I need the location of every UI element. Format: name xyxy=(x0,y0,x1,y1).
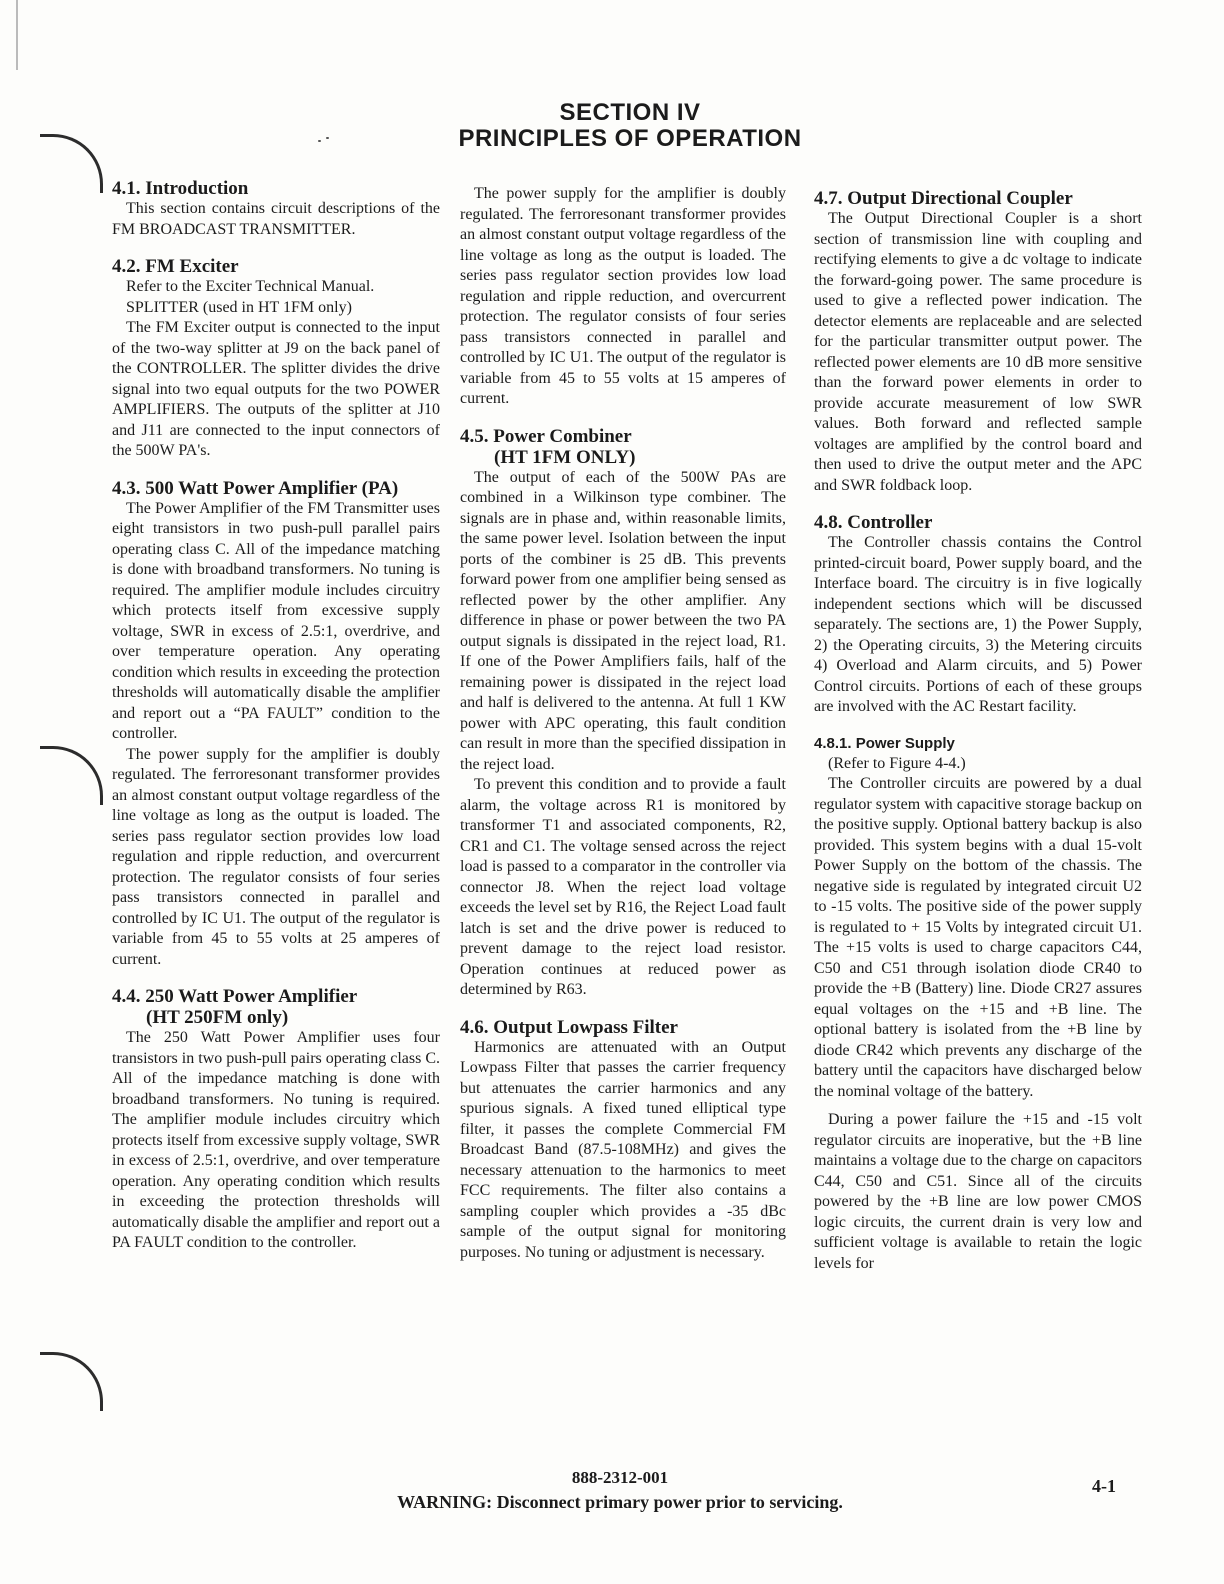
heading-4-5-line2: (HT 1FM ONLY) xyxy=(494,446,636,468)
para-introduction: This section contains circuit descriptions of the FM BROADCAST TRANSMITTER. xyxy=(112,200,440,238)
para-splitter-title: SPLITTER (used in HT 1FM only) xyxy=(126,298,352,316)
para-lowpass-filter: Harmonics are attenuated with an Output Lowpass Filter that passes the carrier frequency but attenuates the carrier harmonics and any spurious signals. A fixed tuned elliptical type filter, it passes the complete Commercial FM Broadcast Band (87.5-108MHz) and gives the necessary attenuation to the harmonics to meet FCC requirements. The filter also contains a sampling coupler which provides a -35 dBc sample of the output signal for monitoring purposes. No tuning or adjustment is necessary. xyxy=(460,1038,786,1261)
heading-4-4-line2: (HT 250FM only) xyxy=(146,1007,289,1028)
para-exciter-ref: Refer to the Exciter Technical Manual. xyxy=(126,278,375,295)
para-controller: The Controller chassis contains the Control printed-circuit board, Power supply board, and the Interface board. The circuitry is in five logically independent sections which will be discussed separately. The sections are, 1) the Power Supply, 2) the Operating circuits, 3) the Metering circuits 4) Overload and Alarm circuits, and 5) Power Control circuits. Portions of each of these groups are involved with the AC Restart facility. xyxy=(814,534,1142,715)
para-power-supply-controller: The Controller circuits are powered by a dual regulator system with capacitive storage backup on the positive supply. Optional battery backup is also provided. This system begins with a dual 15-volt Power Supply on the bottom of the chassis. The negative side is regulated by integrated circuit U2 to -15 volts. The positive side of the power supply is regulated to + 15 Volts by integrated circuit U1. The +15 volts is used to charge capacitors C44, C50 and C51 through isolation diode CR40 to provide the +B (Battery) line. Diode CR27 assures equal voltages on the +15 and +B line. The optional battery is isolated from the +B line by diode CR42 which prevents any discharge of the battery until the capacitors have discharged below the nominal voltage of the battery. xyxy=(814,775,1142,1100)
heading-4-8-1: 4.8.1. Power Supply xyxy=(814,734,955,752)
heading-4-2: 4.2. FM Exciter xyxy=(112,256,239,277)
para-fault-alarm: To prevent this condition and to provide a fault alarm, the voltage across R1 is monitored by transformer T1 and associated components, R2, CR1 and C1. The voltage sensed across the reject load is passed to a comparator in the controller via connector J8. When the reject load voltage exceeds the level set by R16, the Reject Load fault latch is set and the drive power is reduced to prevent damage to the reject load resistor. Operation continues at reduced power as determined by R63. xyxy=(460,776,786,998)
heading-4-4 xyxy=(112,986,440,1028)
para-combiner: The output of each of the 500W PAs are combined in a Wilkinson type combiner. The signals are in phase and, within reasonable limits, the same power level. Isolation between the input ports of the combiner is 25 dB. This prevents forward power from one amplifier being sensed as reflected power by the other amplifier. Any difference in phase or power between the two PA output signals is dissipated in the reject load, R1. If one of the Power Amplifiers fails, half of the remaining power is dissipated in the reject load and half is delivered to the antenna. At full 1 KW power with APC operating, this fault condition can result in more than the specified dissipation in the reject load. xyxy=(460,468,786,773)
scan-speck xyxy=(318,140,321,142)
para-power-failure: During a power failure the +15 and -15 volt regulator circuits are inoperative, but the +B line maintains a voltage due to the charge on capacitors C44, C50 and C51. Since all of the circuits powered by the +B line are low power CMOS logic circuits, the current drain is very low and sufficient voltage is available to retain the logic levels for xyxy=(814,1111,1142,1272)
column-left xyxy=(112,178,440,1254)
document-number: 888-2312-001 xyxy=(571,1468,669,1487)
section-heading xyxy=(440,100,820,152)
column-middle xyxy=(460,184,786,1263)
heading-4-3: 4.3. 500 Watt Power Amplifier (PA) xyxy=(112,477,399,499)
punch-hole-top xyxy=(40,134,103,193)
safety-warning: WARNING: Disconnect primary power prior to servicing. xyxy=(397,1492,843,1512)
para-500w-power-supply: The power supply for the amplifier is doubly regulated. The ferroresonant transformer provides an almost constant output voltage regardless of the line voltage as long as the output is loaded. The series pass regulator section provides low load regulation and ripple reduction, and overcurrent protection. The regulator consists of four series pass transistors connected in parallel and controlled by IC U1. The output of the regulator is variable from 45 to 55 volts at 25 amperes of current. xyxy=(112,745,440,968)
para-figure-ref: (Refer to Figure 4-4.) xyxy=(828,754,966,772)
scan-edge xyxy=(16,0,18,70)
section-title: PRINCIPLES OF OPERATION xyxy=(458,125,802,152)
punch-hole-bottom xyxy=(40,1352,103,1411)
para-exciter: The FM Exciter output is connected to the input of the two-way splitter at J9 on the back panel of the CONTROLLER. The splitter divides the drive signal into two equal outputs for the two POWER AMPLIFIERS. The outputs of the splitter at J10 and J11 are connected to the input connectors of the 500W PA's. xyxy=(112,319,440,459)
para-250w-pa: The 250 Watt Power Amplifier uses four transistors in two push-pull pairs operating class C. All of the impedance matching is done with broadband transformers. No tuning is required. The amplifier module includes circuitry which protects itself from excessive supply voltage, SWR in excess of 2.5:1, overdrive, and over temperature operation. Any operating condition which results in exceeding the protection thresholds will automatically disable the amplifier and report out a PA FAULT condition to the controller. xyxy=(112,1029,440,1251)
heading-4-8: 4.8. Controller xyxy=(814,512,933,533)
section-number: SECTION IV xyxy=(559,99,701,126)
page-number: 4-1 xyxy=(1092,1476,1116,1496)
heading-4-7: 4.7. Output Directional Coupler xyxy=(814,188,1073,209)
heading-4-5 xyxy=(460,426,786,468)
heading-4-5-line1: 4.5. Power Combiner xyxy=(460,425,632,447)
scan-speck xyxy=(326,137,329,139)
punch-hole-middle xyxy=(40,746,103,805)
column-right xyxy=(814,188,1142,1274)
para-500w-pa: The Power Amplifier of the FM Transmitter uses eight transistors in two push-pull parallel pairs operating class C. All of the impedance matching is done with broadband transformers. No tuning is required. The amplifier module includes circuitry which protects itself from excessive supply voltage, SWR in excess of 2.5:1, overdrive, and over temperature operation. Any operating condition which results in exceeding the protection thresholds will automatically disable the amplifier and report out a “PA FAULT” condition to the controller. xyxy=(112,499,440,742)
para-directional-coupler: The Output Directional Coupler is a short section of transmission line with coupling and rectifying elements to give a dc voltage to indicate the forward-going power. The same procedure is used to give a reflected power indication. The detector elements are replaceable and are selected for the particular transmitter output power. The reflected power elements are 10 dB more sensitive than the forward power elements in order to provide accurate measurement of low SWR values. Both forward and reflected sample voltages are amplified by the control board and then used to drive the output meter and the APC and SWR foldback loop. xyxy=(814,210,1142,494)
heading-4-6: 4.6. Output Lowpass Filter xyxy=(460,1016,678,1038)
heading-4-4-line1: 4.4. 250 Watt Power Amplifier xyxy=(112,986,358,1007)
para-power-supply-cont: The power supply for the amplifier is doubly regulated. The ferroresonant transformer provides an almost constant output voltage regardless of the line voltage as long as the output is loaded. The series pass regulator section provides low load regulation and ripple reduction, and overcurrent protection. The regulator consists of four series pass transistors connected in parallel and controlled by IC U1. The output of the regulator is variable from 45 to 55 volts at 15 amperes of current. xyxy=(460,185,786,407)
heading-4-1: 4.1. Introduction xyxy=(112,178,249,199)
